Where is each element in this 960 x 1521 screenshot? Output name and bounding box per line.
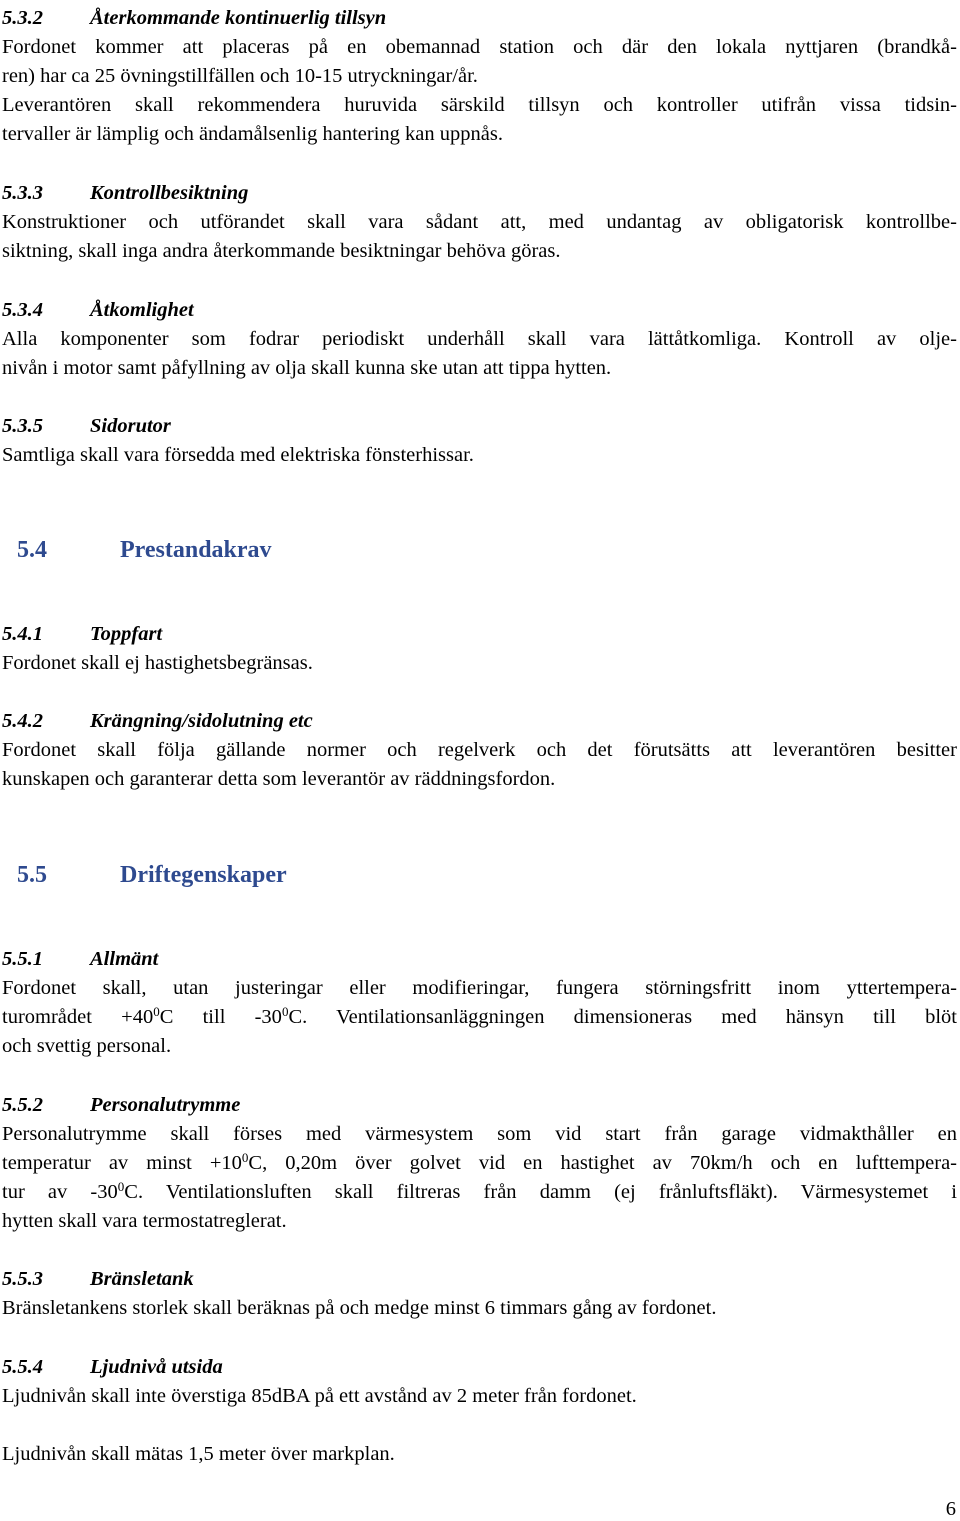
text-run: tur av -30 [2,1181,118,1203]
section-number: 5.5.2 [2,1094,43,1116]
section-number: 5.3.4 [2,299,43,321]
paragraph-line: Samtliga skall vara försedda med elektriska fönsterhissar. [2,444,474,466]
paragraph-line [2,1151,957,1175]
section-title: Sidorutor [90,415,171,437]
superscript: 0 [241,1150,249,1165]
paragraph-line: Konstruktioner och utförandet skall vara sådant att, med undantag av obligatorisk kontrollbe- [2,211,957,233]
text-run: turområdet +40 [2,1006,154,1028]
section-number: 5.4.1 [2,623,43,645]
section-title: Åtkomlighet [90,299,194,321]
section-number: 5.3.5 [2,415,43,437]
section-number: 5.5 [17,862,47,888]
text-run: temperatur av minst +10 [2,1152,242,1174]
section-number: 5.3.2 [2,7,43,29]
section-number: 5.5.4 [2,1356,43,1378]
section-heading-5-3-3 [2,181,248,205]
paragraph-line: Fordonet skall följa gällande normer och regelverk och det förutsätts att leverantören besitter [2,739,957,761]
section-title: Ljudnivå utsida [90,1356,223,1378]
superscript: 0 [117,1179,125,1194]
page-number: 6 [945,1498,956,1520]
section-heading-5-4 [17,536,272,564]
paragraph-line: kunskapen och garanterar detta som leverantör av räddningsfordon. [2,768,556,790]
paragraph-line [2,1005,957,1029]
section-title: Återkommande kontinuerlig tillsyn [90,7,387,29]
section-heading-5-5-3 [2,1267,194,1291]
text-run: C, 0,20m över golvet vid en hastighet av 70km/h och en lufttempera- [248,1152,957,1174]
paragraph-line: Personalutrymme skall förses med värmesystem som vid start från garage vidmakthåller en [2,1123,957,1145]
text-run: C. Ventilationsluften skall filtreras från damm (ej frånluftsfläkt). Värmesystemet i [124,1181,957,1203]
paragraph-line: Alla komponenter som fodrar periodiskt underhåll skall vara lättåtkomliga. Kontroll av olje- [2,328,957,350]
paragraph-line: siktning, skall inga andra återkommande besiktningar behöva göras. [2,240,561,262]
section-number: 5.3.3 [2,182,43,204]
section-heading-5-3-2 [2,6,386,30]
section-number: 5.5.1 [2,948,43,970]
section-heading-5-5-1 [2,947,158,971]
superscript: 0 [281,1004,289,1019]
section-number: 5.4 [17,537,47,563]
paragraph-line: och svettig personal. [2,1035,172,1057]
section-heading-5-3-5 [2,414,171,438]
section-title: Personalutrymme [90,1094,241,1116]
section-number: 5.5.3 [2,1268,43,1290]
paragraph-line: Bränsletankens storlek skall beräknas på och medge minst 6 timmars gång av fordonet. [2,1297,717,1319]
section-title: Bränsletank [90,1268,194,1290]
section-heading-5-4-1 [2,622,162,646]
paragraph-line: Ljudnivån skall mätas 1,5 meter över markplan. [2,1443,395,1465]
superscript: 0 [153,1004,160,1019]
text-run: C till -30 [159,1006,282,1028]
paragraph-line: Ljudnivån skall inte överstiga 85dBA på ett avstånd av 2 meter från fordonet. [2,1385,637,1407]
paragraph-line: Fordonet skall ej hastighetsbegränsas. [2,652,313,674]
section-title: Prestandakrav [120,537,272,563]
paragraph-line: nivån i motor samt påfyllning av olja skall kunna ske utan att tippa hytten. [2,357,612,379]
paragraph-line: Leverantören skall rekommendera huruvida särskild tillsyn och kontroller utifrån vissa tidsin- [2,94,957,116]
section-title: Allmänt [90,948,159,970]
section-title: Toppfart [90,623,163,645]
paragraph-line: tervaller är lämplig och ändamålsenlig hantering kan uppnås. [2,123,503,145]
paragraph-line: ren) har ca 25 övningstillfällen och 10-15 utryckningar/år. [2,65,478,87]
section-title: Driftegenskaper [120,862,287,888]
section-heading-5-4-2 [2,709,313,733]
paragraph-line: hytten skall vara termostatreglerat. [2,1210,287,1232]
section-heading-5-5 [17,861,287,889]
section-title: Kontrollbesiktning [90,182,249,204]
text-run: C. Ventilationsanläggningen dimensioneras med hänsyn till blöt [288,1006,957,1028]
section-title: Krängning/sidolutning etc [90,710,313,732]
section-heading-5-5-4 [2,1355,223,1379]
section-heading-5-3-4 [2,298,194,322]
paragraph-line [2,1180,957,1204]
section-heading-5-5-2 [2,1093,240,1117]
paragraph-line: Fordonet skall, utan justeringar eller modifieringar, fungera störningsfritt inom yttertempera- [2,977,957,999]
section-number: 5.4.2 [2,710,43,732]
paragraph-line: Fordonet kommer att placeras på en obemannad station och där den lokala nyttjaren (brandkå- [2,36,957,58]
